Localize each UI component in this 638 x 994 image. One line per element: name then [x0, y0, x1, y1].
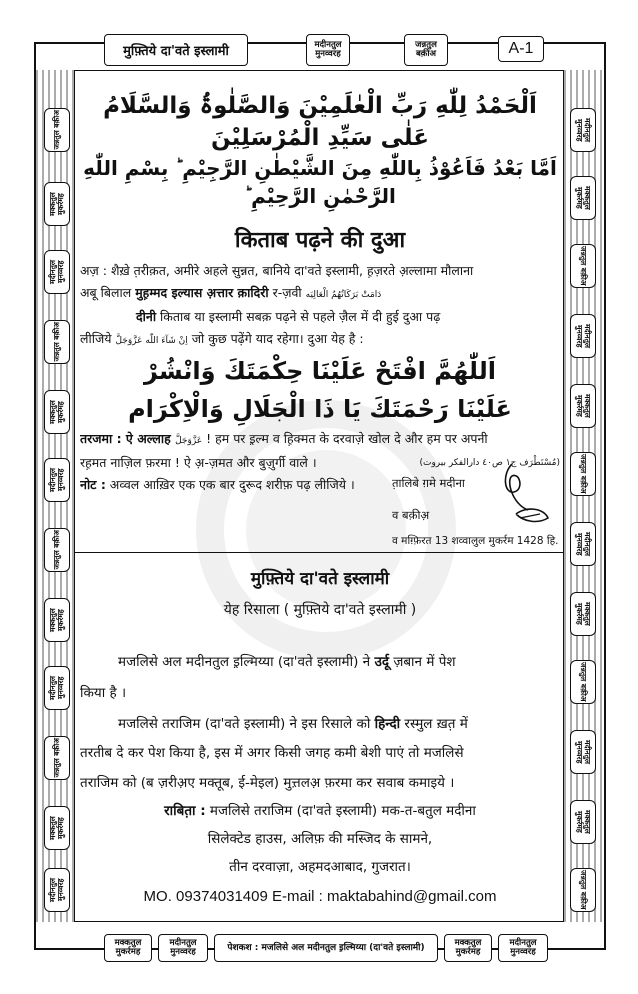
side-badge-madinatul: मदीनतुल मुनव्वरह: [44, 666, 70, 710]
header-badge-jannatul: जन्नतुल बक़ीअ: [404, 34, 448, 66]
side-badge-jannatul: जन्नतुल बक़ीअ: [44, 320, 70, 364]
handwritten-signature: [498, 454, 558, 534]
side-badge-madinatul: मदीनतुल मुनव्वरह: [570, 108, 596, 152]
side-badge-makkatul: मक्कतुल मुकर्रमह: [44, 390, 70, 434]
intro-line-4: लीजिये اِنْ شَآءَ اللّٰه عَزَّوَجَلَّ जो कुछ पढ़ेंगे याद रहेगा। दुआ येह है :: [80, 331, 364, 346]
paragraph-2-line-2: तरतीब दे कर पेश किया है, इस में अगर किसी जगह कमी बेशी पाएं तो मजलिसे: [80, 745, 464, 761]
header-title: मुफ़्तिये दा'वते इस्लामी: [104, 34, 248, 66]
paragraph-2-line-1: मजलिसे तराजिम (दा'वते इस्लामी) ने इस रिसाले को हिन्दी रस्मुल ख़त़ में: [118, 716, 468, 732]
signature-line-1: त़ालिबे ग़मे मदीना: [392, 476, 465, 490]
footer-badge-makkatul: मक्कतुल मुकर्रमह: [104, 934, 152, 962]
footer-badge-madinatul: मदीनतुल मुनव्वरह: [158, 934, 208, 962]
side-badge-jannatul: जन्नतुल बक़ीअ: [44, 736, 70, 780]
signature-line-3: व मग़्फ़िरत 13 शव्वालुल मुकर्रम 1428 हि.: [392, 535, 559, 547]
paragraph-2-line-3: तराजिम को (ब ज़रीअ़ए मक्तूब, ई-मेइल) मुत्त़लअ़ फ़रमा कर सवाब कमाइये ।: [80, 775, 455, 791]
section-book-dua: [80, 90, 560, 496]
section-divider: [74, 552, 564, 553]
side-badge-makkatul: मक्कतुल मुकर्रमह: [570, 592, 596, 636]
side-badge-madinatul: मदीनतुल मुनव्वरह: [570, 730, 596, 774]
note-line: नोट : अव्वल आख़िर एक एक बार दुरूद शरीफ़ पढ़ लीजिये ।: [80, 477, 355, 492]
dua-arabic-line-1: اَللّٰهُمَّ افْتَحْ عَلَيْنَا حِكْمَتَكَ وَانْشُرْ: [144, 357, 496, 385]
reference-citation: (مُسْتَطْرَف ج١ ص٤٠ دارالفكر بيروت): [419, 458, 560, 468]
side-badge-jannatul: जन्नतुल बक़ीअ: [570, 452, 596, 496]
contact-rabita: राबित़ा : मजलिसे तराजिम (दा'वते इस्लामी) मक-त-बतुल मदीना: [164, 803, 476, 819]
booklet-title: मुफ़्तिये दा'वते इस्लामी: [250, 569, 390, 589]
side-badge-makkatul: मक्कतुल मुकर्रमह: [44, 806, 70, 850]
section-heading: किताब पढ़ने की दुआ: [234, 228, 406, 253]
side-badge-makkatul: मक्कतुल मुकर्रमह: [44, 182, 70, 226]
footer-publisher: पेशकश : मजलिसे अल मदीनतुल इ़ल्मिय्या (दा'वते इस्लामी): [214, 934, 438, 962]
intro-line-1: अज़ : शैख़े त़रीक़त, अमीरे अहले सुन्नत, बानिये दा'वते इस्लामी, ह़ज़रते अ़ल्लामा मौलाना: [80, 263, 474, 278]
paragraph-1-line-1: मजलिसे अल मदीनतुल इ़ल्मिय्या (दा'वते इस्लामी) ने उर्दू ज़बान में पेश: [118, 654, 456, 670]
page-code: A-1: [498, 36, 544, 62]
header-badge-madinatul: मदीनतुल मुनव्वरह: [306, 34, 350, 66]
address-line-1: सिलेक्टेड हाउस, अलिफ़ की मस्जिद के सामने,: [207, 831, 433, 847]
side-badge-jannatul: जन्नतुल बक़ीअ: [570, 244, 596, 288]
side-badge-madinatul: मदीनतुल मुनव्वरह: [44, 868, 70, 912]
translation-line-2: रह़मत नाज़िल फ़रमा ! ऐ अ़-ज़मत और बुज़ुर्गी वाले । (مُسْتَطْرَف ج١ ص٤٠ دارالفكر بيروت): [80, 452, 560, 474]
booklet-subtitle: येह रिसाला ( मुफ़्तिये दा'वते इस्लामी ): [223, 602, 417, 618]
signature-line-2: व बक़ीअ़: [392, 508, 430, 522]
side-badge-madinatul: मदीनतुल मुनव्वरह: [570, 522, 596, 566]
side-badge-madinatul: मदीनतुल मुनव्वरह: [570, 314, 596, 358]
side-badge-jannatul: जन्नतुल बक़ीअ: [570, 660, 596, 704]
footer-badge-madinatul: मदीनतुल मुनव्वरह: [498, 934, 548, 962]
side-badge-madinatul: मदीनतुल मुनव्वरह: [44, 250, 70, 294]
side-badge-jannatul: जन्नतुल बक़ीअ: [44, 528, 70, 572]
paragraph-1-line-2: किया है ।: [80, 685, 127, 701]
side-badge-madinatul: मदीनतुल मुनव्वरह: [44, 458, 70, 502]
intro-line-3: दीनी किताब या इस्लामी सबक़ पढ़ने से पहले ज़ैल में दी हुई दुआ पढ़: [136, 309, 441, 324]
side-badge-makkatul: मक्कतुल मुकर्रमह: [570, 800, 596, 844]
side-badge-makkatul: मक्कतुल मुकर्रमह: [570, 384, 596, 428]
footer-badge-makkatul: मक्कतुल मुकर्रमह: [444, 934, 492, 962]
arabic-taawwuz-line: اَمَّا بَعْدُ فَاَعُوْذُ بِاللّٰهِ مِنَ الشَّیْطٰنِ الرَّجِیْمِ ؕ بِسْمِ اللّٰهِ الرَّحْمٰنِ الرَّحِیْمِ ؕ: [83, 156, 557, 208]
intro-line-2: अबू बिलाल मुह़म्मद इल्यास अ़त्तार क़ादिरी र-ज़वी دَامَتْ بَرَكَاتُهُمُ الْعَالِيَه: [80, 285, 382, 300]
side-badge-makkatul: मक्कतुल मुकर्रमह: [44, 598, 70, 642]
side-badge-jannatul: जन्नतुल बक़ीअ: [570, 868, 596, 912]
side-badge-makkatul: मक्कतुल मुकर्रमह: [570, 176, 596, 220]
side-badge-jannatul: जन्नतुल बक़ीअ: [44, 108, 70, 152]
address-line-2: तीन दरवाज़ा, अहमदआबाद, गुजरात।: [229, 859, 411, 875]
contact-phone-email: MO. 09374031409 E-mail : maktabahind@gmail.com: [143, 888, 497, 905]
translation-line-1: तरजमा : ऐ अल्लाह عَزَّوَجَلَّ ! हम पर इ़ल्म व ह़िक्मत के दरवाज़े खोल दे और हम पर अपनी: [80, 431, 488, 446]
arabic-hamd-line: اَلْحَمْدُ لِلّٰهِ رَبِّ الْعٰلَمِیْنَ وَالصَّلٰوۃُ وَالسَّلَامُ عَلٰی سَیِّدِ الْمُرْسَلِیْنَ: [103, 93, 537, 151]
dua-arabic-line-2: عَلَيْنَا رَحْمَتَكَ يَا ذَا الْجَلَالِ وَالْاِكْرَام: [128, 395, 512, 423]
